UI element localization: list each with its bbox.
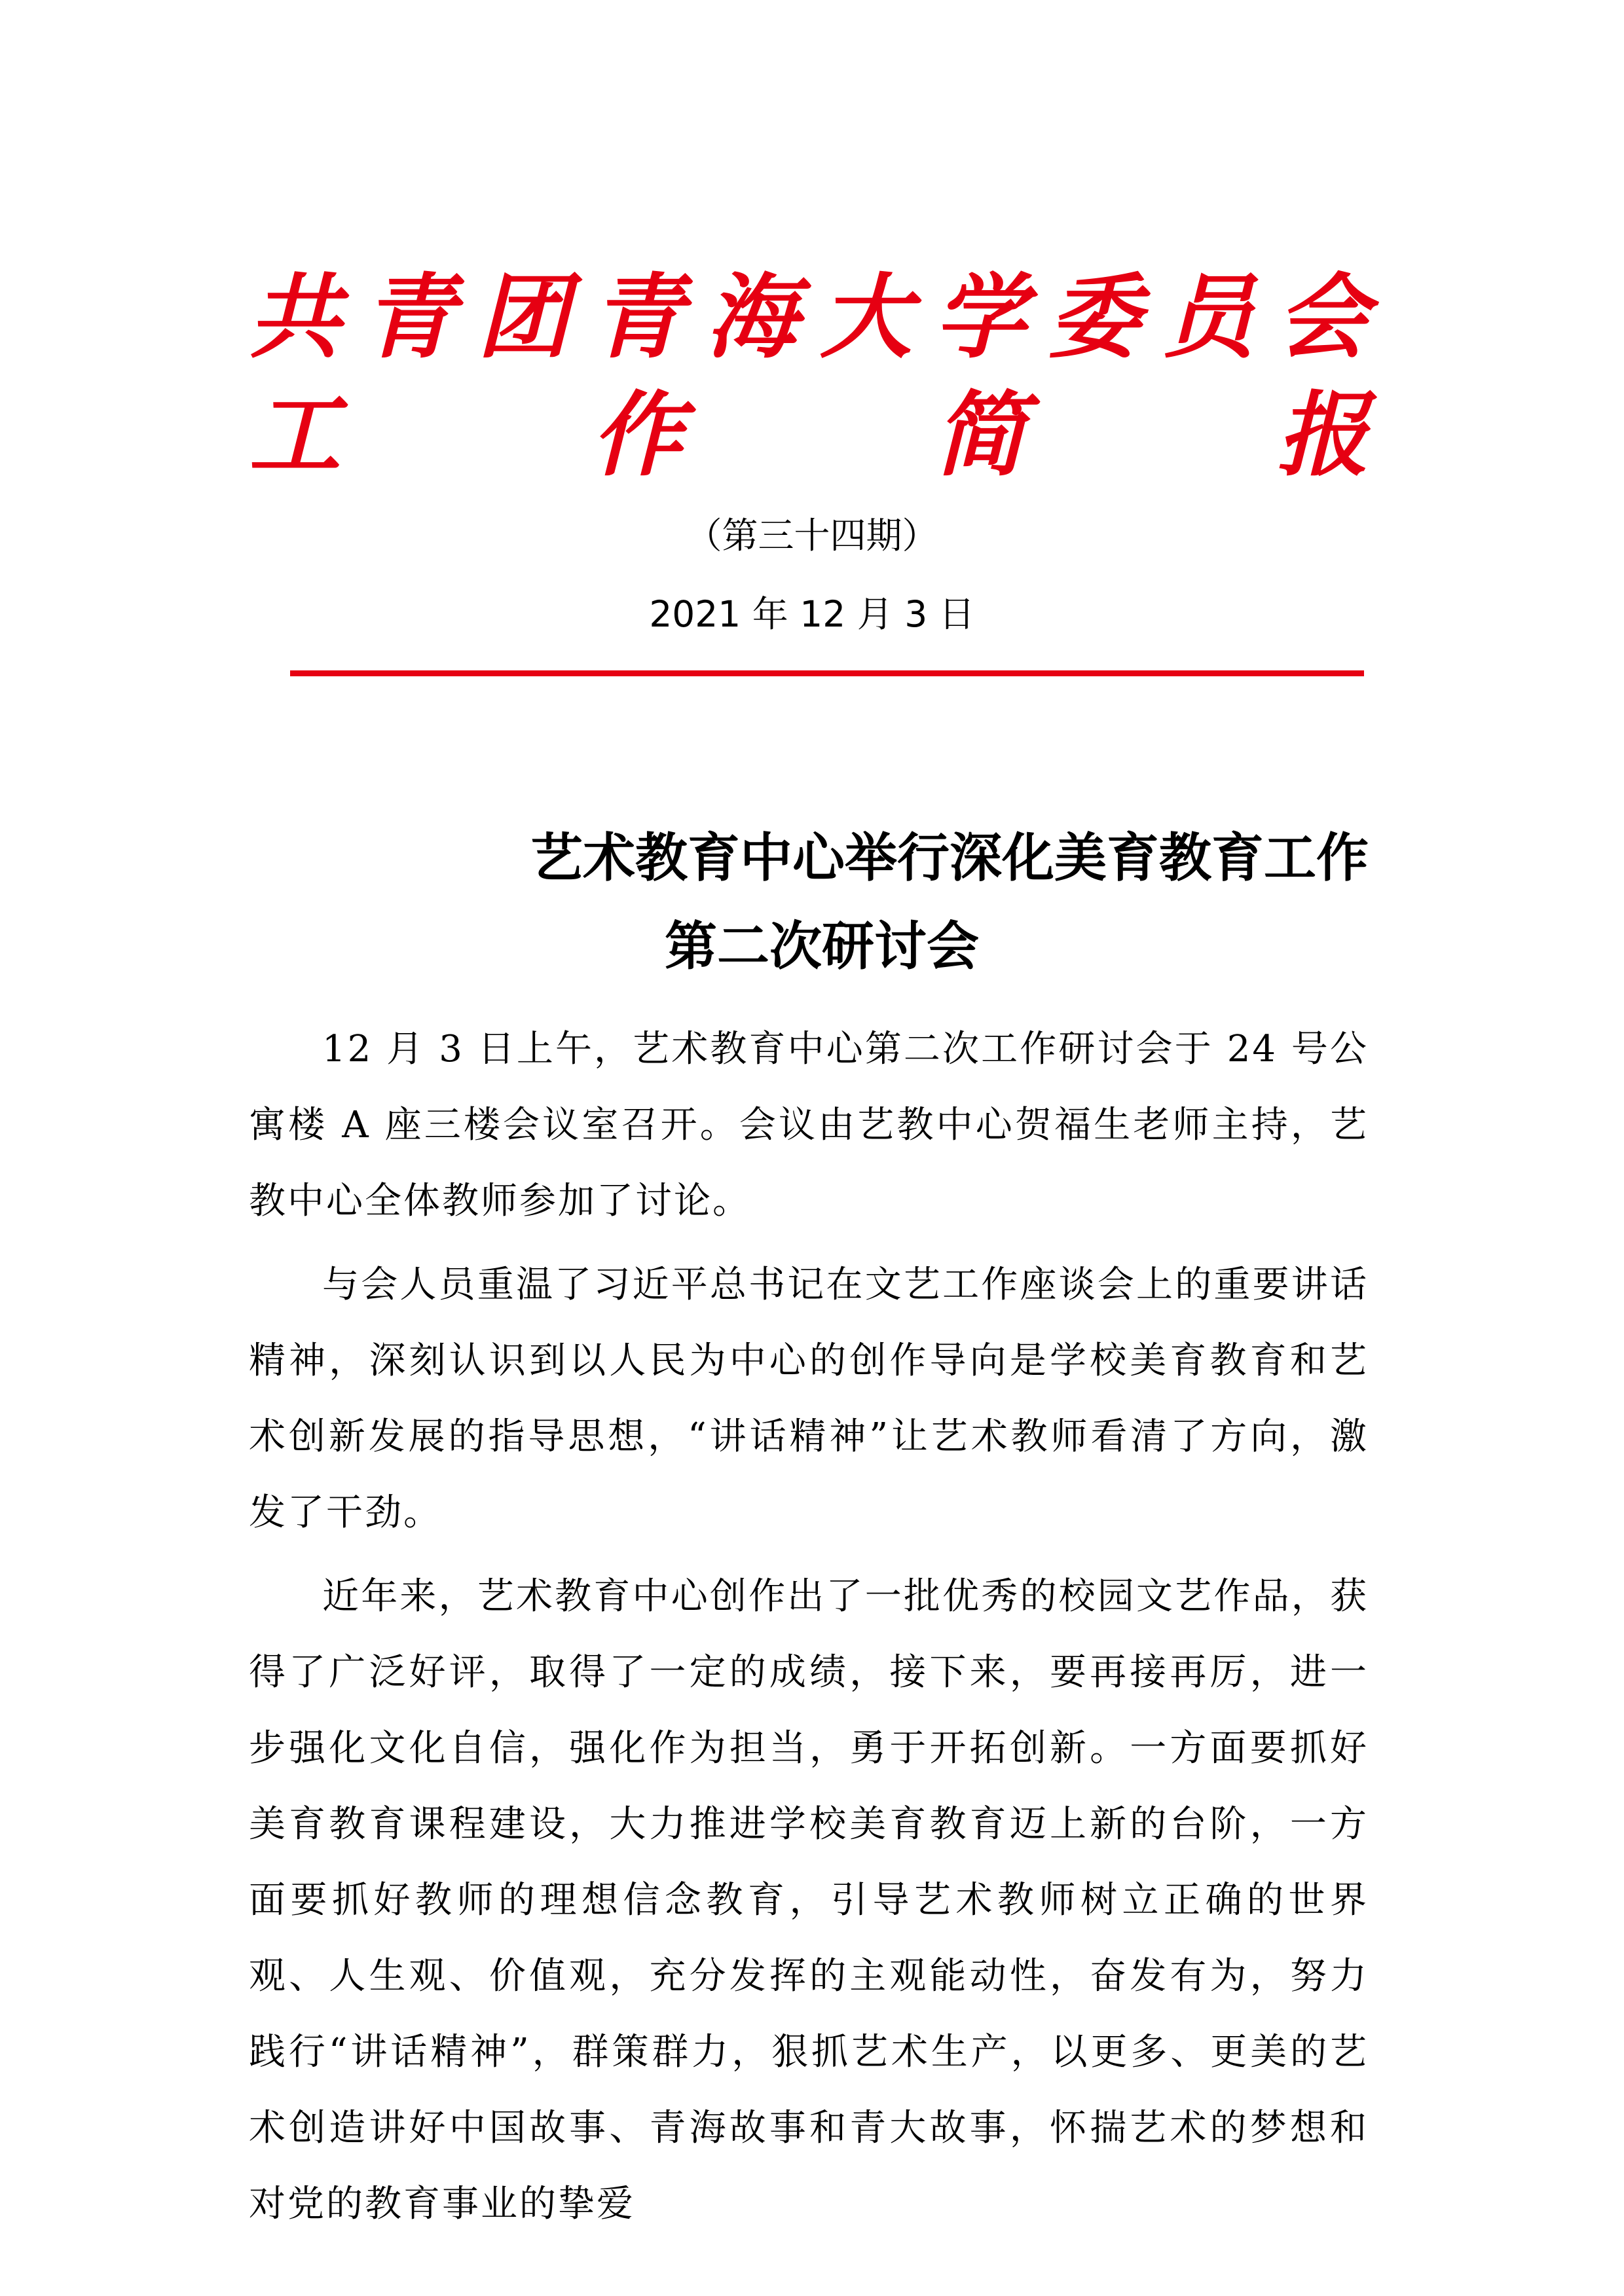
article-paragraph: 近年来，艺术教育中心创作出了一批优秀的校园文艺作品，获得了广泛好评，取得了一定的成绩，接下来，要再接再厉，进一步强化文化自信，强化作为担当，勇于开拓创新。一方面要抓好美育教育课程建设，大力推进学校美育教育迈上新的台阶，一方面要抓好教师的理想信念教育，引导艺术教师树立正确的世界观、人生观、价值观，充分发挥的主观能动性，奋发有为，努力践行“讲话精神”，群策群力，狠抓艺术生产，以更多、更美的艺术创造讲好中国故事、青海故事和青大故事，怀揣艺术的梦想和对党的教育事业的挚爱 [249, 1575, 1369, 2225]
masthead-char: 员 [1162, 264, 1255, 371]
masthead-char: 工 [249, 382, 341, 489]
masthead-char: 青 [591, 264, 684, 371]
masthead-char: 大 [820, 264, 912, 371]
masthead-char: 会 [1276, 264, 1369, 371]
masthead-line-1 [249, 259, 1369, 376]
issue-date: 2021 年 12 月 3 日 [649, 593, 975, 635]
article-body [249, 1011, 1369, 2250]
masthead-line-2 [249, 376, 1369, 494]
article-title-line-2: 第二次研讨会 [665, 915, 979, 977]
issue-number: （第三十四期） [686, 515, 938, 556]
article-title-line-1: 艺术教育中心举行深化美育教育工作 [530, 827, 1369, 888]
article-paragraph: 与会人员重温了习近平总书记在文艺工作座谈会上的重要讲话精神，深刻认识到以人民为中心的创作导向是学校美育教育和艺术创新发展的指导思想，“讲话精神”让艺术教师看清了方向，激发了干劲。 [249, 1264, 1369, 1534]
masthead-char: 共 [249, 264, 341, 371]
masthead-char: 团 [477, 264, 569, 371]
masthead-char: 委 [1048, 264, 1141, 371]
masthead-char: 海 [705, 264, 798, 371]
masthead-char: 青 [363, 264, 455, 371]
masthead-char: 作 [591, 382, 684, 489]
article-paragraph: 12 月 3 日上午，艺术教育中心第二次工作研讨会于 24 号公寓楼 A 座三楼会议室召开。会议由艺教中心贺福生老师主持，艺教中心全体教师参加了讨论。 [249, 1028, 1369, 1222]
header-divider [290, 670, 1364, 676]
masthead-char: 学 [934, 264, 1026, 371]
masthead-char: 报 [1276, 382, 1369, 489]
masthead-char: 简 [934, 382, 1026, 489]
